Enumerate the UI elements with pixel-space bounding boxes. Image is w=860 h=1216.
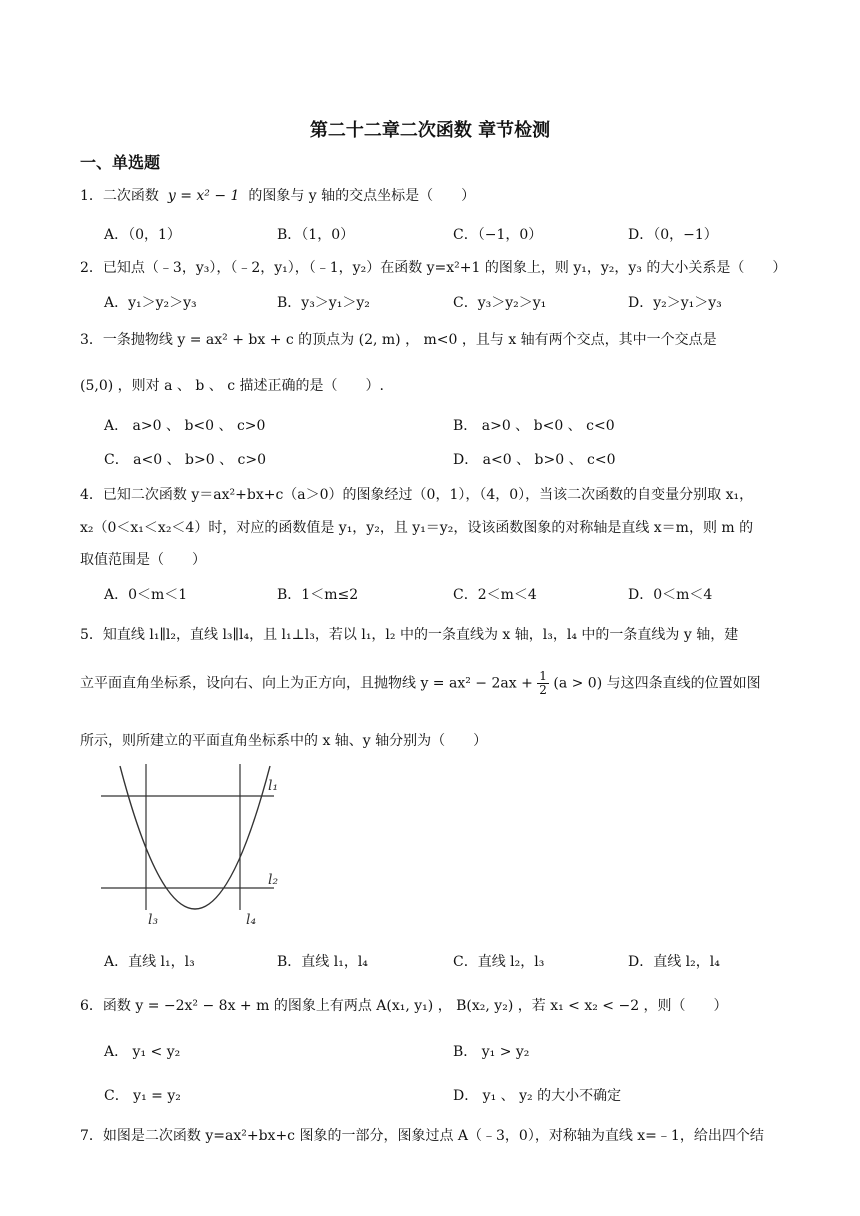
q2-option-d: D．y₂＞y₁＞y₃ (628, 295, 722, 311)
label-l1: l₁ (268, 778, 279, 794)
q6-option-d: D． y₁ 、 y₂ 的大小不确定 (453, 1088, 622, 1104)
question-3-line-2: (5,0) ，则对 a 、 b 、 c 描述正确的是（ ）. (80, 378, 384, 394)
q3-option-a: A． a>0 、 b<0 、 c>0 (104, 418, 266, 434)
q1-number: 1． (80, 188, 103, 204)
q1-post: 的图象与 y 轴的交点坐标是（ ） (248, 188, 476, 204)
question-4-line-1: 4．已知二次函数 y＝ax²+bx+c（a＞0）的图象经过（0，1），（4，0），当该二次函数的自变量分别取 x₁， (80, 487, 754, 503)
q2-option-a: A．y₁＞y₂＞y₃ (104, 295, 197, 311)
q5-option-a: A．直线 l₁，l₃ (104, 954, 195, 970)
q1-option-c: C．（−1，0） (453, 227, 543, 243)
q4-option-b: B．1＜m≤2 (277, 587, 359, 603)
q1-formula: y = x² − 1 (167, 188, 240, 204)
question-5-line-2 (80, 670, 761, 697)
section-heading: 一、单选题 (80, 153, 161, 172)
q1-option-a: A．（0，1） (104, 227, 181, 243)
question-3-line-1: 3．一条抛物线 y = ax² + bx + c 的顶点为 (2, m) ， m<0 ，且与 x 轴有两个交点，其中一个交点是 (80, 332, 717, 348)
question-4-line-3: 取值范围是（ ） (80, 552, 206, 568)
q3-option-b: B． a>0 、 b<0 、 c<0 (453, 418, 615, 434)
q5-fraction (537, 670, 549, 697)
page-title: 第二十二章二次函数 章节检测 (309, 120, 551, 141)
q5-option-c: C．直线 l₂，l₃ (453, 954, 545, 970)
q4-option-c: C．2＜m＜4 (453, 587, 537, 603)
q2-option-b: B．y₃＞y₁＞y₂ (277, 295, 370, 311)
label-l3: l₃ (148, 912, 159, 928)
question-5-line-1: 5．知直线 l₁∥l₂，直线 l₃∥l₄，且 l₁⊥l₃，若以 l₁，l₂ 中的一条直线为 x 轴，l₃，l₄ 中的一条直线为 y 轴，建 (80, 627, 739, 643)
q5-frac-denominator: 2 (539, 683, 547, 697)
question-6: 6．函数 y = −2x² − 8x + m 的图象上有两点 A(x₁, y₁) ， B(x₂, y₂) ，若 x₁ < x₂ < −2 ，则（ ） (80, 998, 728, 1014)
q5-line-2-pre: 立平面直角坐标系，设向右、向上为正方向，且抛物线 y = ax² − 2ax + (80, 675, 533, 692)
q1-option-d: D．（0，−1） (628, 227, 718, 243)
q3-option-d: D． a<0 、 b>0 、 c<0 (453, 452, 616, 468)
q4-option-a: A．0＜m＜1 (104, 587, 188, 603)
question-7: 7．如图是二次函数 y=ax²+bx+c 图象的一部分，图象过点 A（﹣3，0），对称轴为直线 x=﹣1，给出四个结 (80, 1128, 764, 1144)
q5-frac-numerator: 1 (539, 669, 547, 683)
q1-pre: 二次函数 (102, 188, 159, 204)
q6-option-b: B． y₁ > y₂ (453, 1044, 530, 1060)
q3-option-c: C． a<0 、 b>0 、 c>0 (104, 452, 267, 468)
question-5-line-3: 所示，则所建立的平面直角坐标系中的 x 轴、y 轴分别为（ ） (80, 733, 488, 749)
label-l4: l₄ (246, 912, 257, 928)
q5-option-d: D．直线 l₂，l₄ (628, 954, 720, 970)
q5-line-2-post: (a > 0) 与这四条直线的位置如图 (553, 675, 761, 692)
q1-option-b: B．（1，0） (277, 227, 355, 243)
label-l2: l₂ (268, 872, 279, 888)
question-4-line-2: x₂（0＜x₁＜x₂＜4）时，对应的函数值是 y₁，y₂，且 y₁＝y₂，设该函数图象的对称轴是直线 x＝m，则 m 的 (80, 520, 754, 536)
q6-option-c: C． y₁ = y₂ (104, 1088, 181, 1104)
q5-option-b: B．直线 l₁，l₄ (277, 954, 368, 970)
question-1 (80, 186, 475, 206)
q6-option-a: A． y₁ < y₂ (104, 1044, 181, 1060)
q5-figure (98, 762, 288, 932)
q4-option-d: D．0＜m＜4 (628, 587, 713, 603)
q2-option-c: C．y₃＞y₂＞y₁ (453, 295, 547, 311)
question-2: 2．已知点（﹣3，y₃），（﹣2，y₁），（﹣1，y₂）在函数 y=x²+1 的图象上，则 y₁，y₂，y₃ 的大小关系是（ ） (80, 260, 787, 276)
